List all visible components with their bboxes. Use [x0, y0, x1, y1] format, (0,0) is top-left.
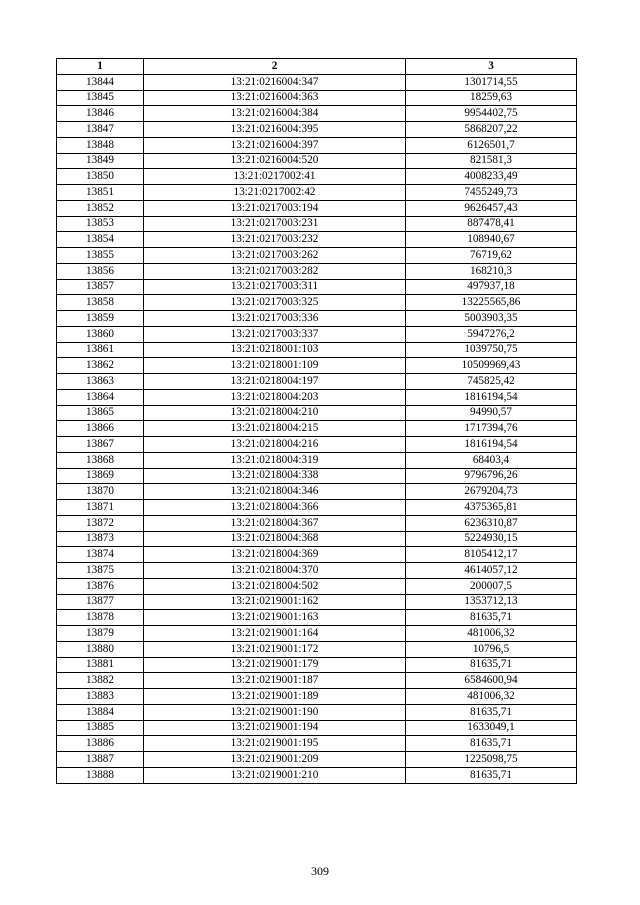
table-row [57, 122, 577, 138]
table-row [57, 594, 577, 610]
table-row [57, 689, 577, 705]
row-number-cell: 13877 [57, 594, 144, 610]
row-number-cell: 13885 [57, 720, 144, 736]
cadastral-number-cell: 13:21:0218004:366 [144, 500, 406, 516]
table-row [57, 232, 577, 248]
cadastral-value-cell: 94990,57 [406, 405, 577, 421]
table-row [57, 657, 577, 673]
cadastral-number-cell: 13:21:0218004:216 [144, 437, 406, 453]
header-row [57, 59, 577, 75]
table-row [57, 90, 577, 106]
table-row [57, 767, 577, 783]
cadastral-value-cell: 1225098,75 [406, 752, 577, 768]
cadastral-number-cell: 13:21:0218004:319 [144, 452, 406, 468]
cadastral-number-cell: 13:21:0217003:325 [144, 295, 406, 311]
cadastral-value-cell: 1816194,54 [406, 389, 577, 405]
cadastral-number-cell: 13:21:0217003:311 [144, 279, 406, 295]
cadastral-value-cell: 81635,71 [406, 657, 577, 673]
cadastral-value-cell: 2679204,73 [406, 484, 577, 500]
cadastral-number-cell: 13:21:0217002:42 [144, 185, 406, 201]
cadastral-number-cell: 13:21:0217003:282 [144, 263, 406, 279]
cadastral-value-cell: 9796796,26 [406, 468, 577, 484]
row-number-cell: 13884 [57, 704, 144, 720]
cadastral-value-cell: 6584600,94 [406, 673, 577, 689]
row-number-cell: 13872 [57, 515, 144, 531]
cadastral-number-cell: 13:21:0218004:203 [144, 389, 406, 405]
row-number-cell: 13861 [57, 342, 144, 358]
cadastral-value-cell: 1301714,55 [406, 74, 577, 90]
cadastral-value-cell: 9954402,75 [406, 106, 577, 122]
row-number-cell: 13859 [57, 311, 144, 327]
cadastral-number-cell: 13:21:0218004:368 [144, 531, 406, 547]
table-row [57, 279, 577, 295]
table-row [57, 200, 577, 216]
row-number-cell: 13855 [57, 248, 144, 264]
row-number-cell: 13852 [57, 200, 144, 216]
table-header [57, 59, 577, 75]
row-number-cell: 13866 [57, 421, 144, 437]
table-row [57, 137, 577, 153]
table-row [57, 563, 577, 579]
cadastral-value-cell: 4614057,12 [406, 563, 577, 579]
cadastral-number-cell: 13:21:0217003:194 [144, 200, 406, 216]
cadastral-number-cell: 13:21:0217003:337 [144, 326, 406, 342]
table-row [57, 547, 577, 563]
row-number-cell: 13883 [57, 689, 144, 705]
column-header-1: 1 [57, 59, 144, 75]
table-row [57, 263, 577, 279]
table-row [57, 484, 577, 500]
cadastral-value-cell: 18259,63 [406, 90, 577, 106]
cadastral-value-cell: 497937,18 [406, 279, 577, 295]
row-number-cell: 13878 [57, 610, 144, 626]
cadastral-value-cell: 6126501,7 [406, 137, 577, 153]
row-number-cell: 13850 [57, 169, 144, 185]
row-number-cell: 13857 [57, 279, 144, 295]
cadastral-value-cell: 76719,62 [406, 248, 577, 264]
row-number-cell: 13881 [57, 657, 144, 673]
cadastral-value-cell: 1353712,13 [406, 594, 577, 610]
cadastral-value-cell: 10509969,43 [406, 358, 577, 374]
table-row [57, 578, 577, 594]
row-number-cell: 13844 [57, 74, 144, 90]
cadastral-number-cell: 13:21:0218004:210 [144, 405, 406, 421]
cadastral-number-cell: 13:21:0217003:336 [144, 311, 406, 327]
cadastral-value-cell: 5868207,22 [406, 122, 577, 138]
cadastral-number-cell: 13:21:0219001:172 [144, 641, 406, 657]
cadastral-number-cell: 13:21:0216004:384 [144, 106, 406, 122]
row-number-cell: 13862 [57, 358, 144, 374]
cadastral-number-cell: 13:21:0216004:520 [144, 153, 406, 169]
cadastral-value-cell: 200007,5 [406, 578, 577, 594]
cadastral-number-cell: 13:21:0217002:41 [144, 169, 406, 185]
cadastral-value-cell: 887478,41 [406, 216, 577, 232]
cadastral-value-cell: 81635,71 [406, 704, 577, 720]
cadastral-value-cell: 5224930,15 [406, 531, 577, 547]
cadastral-value-cell: 1717394,76 [406, 421, 577, 437]
row-number-cell: 13869 [57, 468, 144, 484]
table-row [57, 295, 577, 311]
row-number-cell: 13882 [57, 673, 144, 689]
cadastral-number-cell: 13:21:0218004:502 [144, 578, 406, 594]
cadastral-value-cell: 81635,71 [406, 736, 577, 752]
row-number-cell: 13851 [57, 185, 144, 201]
cadastral-value-cell: 5003903,35 [406, 311, 577, 327]
table-row [57, 720, 577, 736]
cadastral-value-cell: 4375365,81 [406, 500, 577, 516]
table-row [57, 216, 577, 232]
column-header-3: 3 [406, 59, 577, 75]
table-row [57, 437, 577, 453]
table-row [57, 389, 577, 405]
cadastral-number-cell: 13:21:0219001:162 [144, 594, 406, 610]
cadastral-value-cell: 9626457,43 [406, 200, 577, 216]
table-row [57, 74, 577, 90]
table-row [57, 326, 577, 342]
cadastral-value-cell: 1816194,54 [406, 437, 577, 453]
table-row [57, 248, 577, 264]
cadastral-value-cell: 1633049,1 [406, 720, 577, 736]
row-number-cell: 13853 [57, 216, 144, 232]
cadastral-value-cell: 108940,67 [406, 232, 577, 248]
cadastral-value-table [56, 58, 577, 784]
cadastral-number-cell: 13:21:0218004:197 [144, 374, 406, 390]
table-row [57, 515, 577, 531]
cadastral-value-cell: 7455249,73 [406, 185, 577, 201]
cadastral-number-cell: 13:21:0219001:194 [144, 720, 406, 736]
table-row [57, 468, 577, 484]
cadastral-value-cell: 68403,4 [406, 452, 577, 468]
row-number-cell: 13863 [57, 374, 144, 390]
cadastral-number-cell: 13:21:0218004:338 [144, 468, 406, 484]
table-row [57, 405, 577, 421]
cadastral-value-cell: 8105412,17 [406, 547, 577, 563]
table-row [57, 374, 577, 390]
row-number-cell: 13845 [57, 90, 144, 106]
cadastral-value-cell: 4008233,49 [406, 169, 577, 185]
cadastral-value-cell: 745825,42 [406, 374, 577, 390]
row-number-cell: 13858 [57, 295, 144, 311]
cadastral-number-cell: 13:21:0219001:190 [144, 704, 406, 720]
cadastral-value-cell: 481006,32 [406, 689, 577, 705]
table-row [57, 531, 577, 547]
row-number-cell: 13854 [57, 232, 144, 248]
row-number-cell: 13876 [57, 578, 144, 594]
cadastral-number-cell: 13:21:0218004:215 [144, 421, 406, 437]
table-row [57, 641, 577, 657]
table-row [57, 421, 577, 437]
table-row [57, 626, 577, 642]
cadastral-number-cell: 13:21:0219001:210 [144, 767, 406, 783]
row-number-cell: 13864 [57, 389, 144, 405]
cadastral-number-cell: 13:21:0219001:164 [144, 626, 406, 642]
cadastral-number-cell: 13:21:0218004:369 [144, 547, 406, 563]
cadastral-number-cell: 13:21:0217003:231 [144, 216, 406, 232]
row-number-cell: 13865 [57, 405, 144, 421]
cadastral-number-cell: 13:21:0218001:109 [144, 358, 406, 374]
row-number-cell: 13886 [57, 736, 144, 752]
cadastral-number-cell: 13:21:0217003:232 [144, 232, 406, 248]
cadastral-number-cell: 13:21:0219001:187 [144, 673, 406, 689]
table-row [57, 358, 577, 374]
cadastral-number-cell: 13:21:0218001:103 [144, 342, 406, 358]
cadastral-number-cell: 13:21:0216004:347 [144, 74, 406, 90]
row-number-cell: 13871 [57, 500, 144, 516]
table-row [57, 106, 577, 122]
row-number-cell: 13849 [57, 153, 144, 169]
cadastral-number-cell: 13:21:0219001:179 [144, 657, 406, 673]
column-header-2: 2 [144, 59, 406, 75]
cadastral-number-cell: 13:21:0219001:209 [144, 752, 406, 768]
table-row [57, 342, 577, 358]
table-row [57, 704, 577, 720]
cadastral-number-cell: 13:21:0219001:189 [144, 689, 406, 705]
table-row [57, 752, 577, 768]
cadastral-number-cell: 13:21:0216004:395 [144, 122, 406, 138]
cadastral-value-cell: 481006,32 [406, 626, 577, 642]
cadastral-number-cell: 13:21:0216004:363 [144, 90, 406, 106]
table-row [57, 500, 577, 516]
cadastral-value-cell: 13225565,86 [406, 295, 577, 311]
cadastral-value-cell: 10796,5 [406, 641, 577, 657]
page-number: 309 [311, 864, 329, 878]
table-body [57, 74, 577, 783]
cadastral-value-cell: 6236310,87 [406, 515, 577, 531]
row-number-cell: 13848 [57, 137, 144, 153]
row-number-cell: 13868 [57, 452, 144, 468]
cadastral-value-cell: 5947276,2 [406, 326, 577, 342]
table-row [57, 610, 577, 626]
row-number-cell: 13860 [57, 326, 144, 342]
table-row [57, 673, 577, 689]
row-number-cell: 13888 [57, 767, 144, 783]
table-row [57, 185, 577, 201]
cadastral-number-cell: 13:21:0216004:397 [144, 137, 406, 153]
row-number-cell: 13847 [57, 122, 144, 138]
cadastral-number-cell: 13:21:0217003:262 [144, 248, 406, 264]
row-number-cell: 13887 [57, 752, 144, 768]
row-number-cell: 13873 [57, 531, 144, 547]
cadastral-number-cell: 13:21:0219001:195 [144, 736, 406, 752]
cadastral-number-cell: 13:21:0218004:370 [144, 563, 406, 579]
table-row [57, 153, 577, 169]
cadastral-value-cell: 168210,3 [406, 263, 577, 279]
table-row [57, 169, 577, 185]
cadastral-number-cell: 13:21:0218004:367 [144, 515, 406, 531]
table-row [57, 311, 577, 327]
row-number-cell: 13856 [57, 263, 144, 279]
cadastral-value-cell: 1039750,75 [406, 342, 577, 358]
cadastral-value-cell: 81635,71 [406, 610, 577, 626]
row-number-cell: 13875 [57, 563, 144, 579]
row-number-cell: 13870 [57, 484, 144, 500]
cadastral-number-cell: 13:21:0218004:346 [144, 484, 406, 500]
cadastral-value-cell: 81635,71 [406, 767, 577, 783]
row-number-cell: 13880 [57, 641, 144, 657]
row-number-cell: 13846 [57, 106, 144, 122]
table-row [57, 736, 577, 752]
cadastral-value-cell: 821581,3 [406, 153, 577, 169]
row-number-cell: 13874 [57, 547, 144, 563]
cadastral-number-cell: 13:21:0219001:163 [144, 610, 406, 626]
row-number-cell: 13879 [57, 626, 144, 642]
table-row [57, 452, 577, 468]
row-number-cell: 13867 [57, 437, 144, 453]
